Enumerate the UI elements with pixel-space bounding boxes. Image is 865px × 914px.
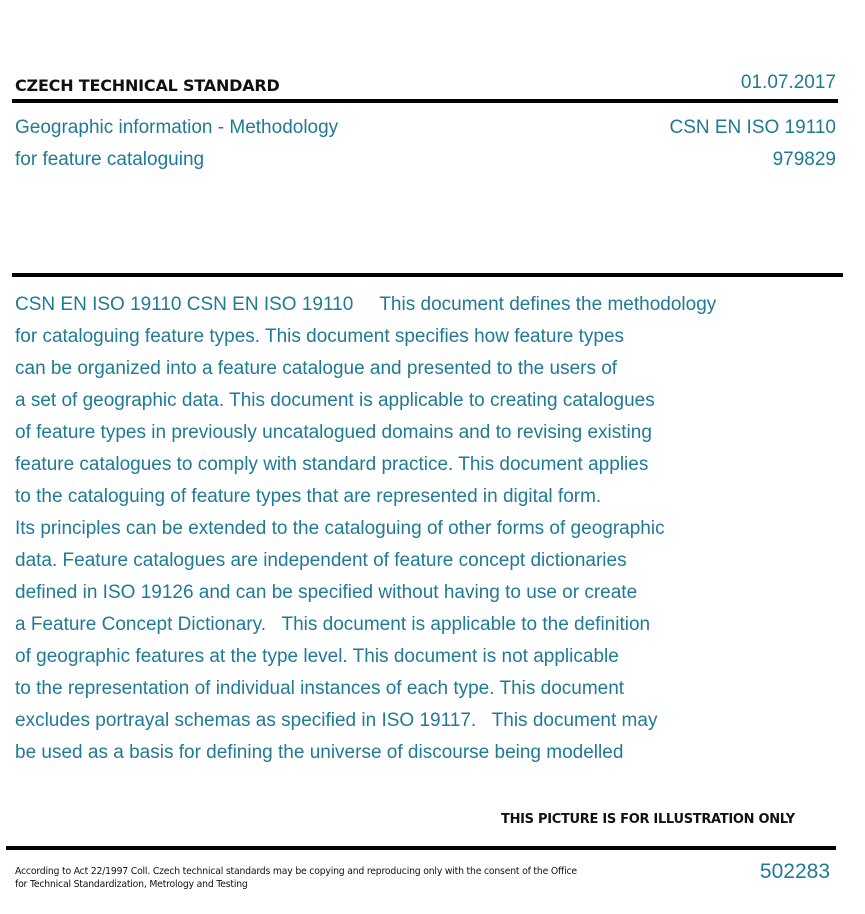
header-divider xyxy=(12,99,838,103)
footer-divider xyxy=(6,846,836,850)
abstract-line: a set of geographic data. This document is applicable to creating catalogues xyxy=(15,390,655,411)
legal-notice xyxy=(15,865,577,891)
abstract-line: defined in ISO 19126 and can be specified without having to use or create xyxy=(15,582,638,603)
publication-date: 01.07.2017 xyxy=(740,72,836,93)
abstract-line: can be organized into a feature catalogue and presented to the users of xyxy=(15,358,618,379)
document-code: CSN EN ISO 19110 xyxy=(669,117,836,138)
catalog-number: 979829 xyxy=(772,149,836,170)
title-divider xyxy=(12,273,843,277)
abstract-line: of feature types in previously uncatalogued domains and to revising existing xyxy=(15,422,652,443)
abstract-line: a Feature Concept Dictionary. This document is applicable to the definition xyxy=(15,614,651,635)
abstract-line: to the cataloguing of feature types that are represented in digital form. xyxy=(15,486,602,507)
abstract-line: for cataloguing feature types. This document specifies how feature types xyxy=(15,326,625,347)
abstract-line: of geographic features at the type level. This document is not applicable xyxy=(15,646,619,667)
legal-notice-line-2: for Technical Standardization, Metrology and Testing xyxy=(15,879,248,890)
illustration-notice: THIS PICTURE IS FOR ILLUSTRATION ONLY xyxy=(501,812,795,827)
abstract-line: CSN EN ISO 19110 CSN EN ISO 19110 This document defines the methodology xyxy=(15,294,717,315)
abstract-text xyxy=(15,289,835,769)
legal-notice-line-1: According to Act 22/1997 Coll. Czech technical standards may be copying and reproducing only with the consent of the Office xyxy=(15,866,577,877)
abstract-line: excludes portrayal schemas as specified in ISO 19117. This document may xyxy=(15,710,658,731)
footer-number: 502283 xyxy=(759,860,830,883)
document-title-line-1: Geographic information - Methodology xyxy=(15,117,339,138)
abstract-line: data. Feature catalogues are independent of feature concept dictionaries xyxy=(15,550,627,571)
abstract-line: be used as a basis for defining the universe of discourse being modelled xyxy=(15,742,624,763)
document-title-line-2: for feature cataloguing xyxy=(15,149,205,170)
abstract-line: to the representation of individual instances of each type. This document xyxy=(15,678,625,699)
abstract-line: feature catalogues to comply with standard practice. This document applies xyxy=(15,454,649,475)
standard-type-heading: CZECH TECHNICAL STANDARD xyxy=(15,76,280,95)
abstract-line: Its principles can be extended to the cataloguing of other forms of geographic xyxy=(15,518,665,539)
